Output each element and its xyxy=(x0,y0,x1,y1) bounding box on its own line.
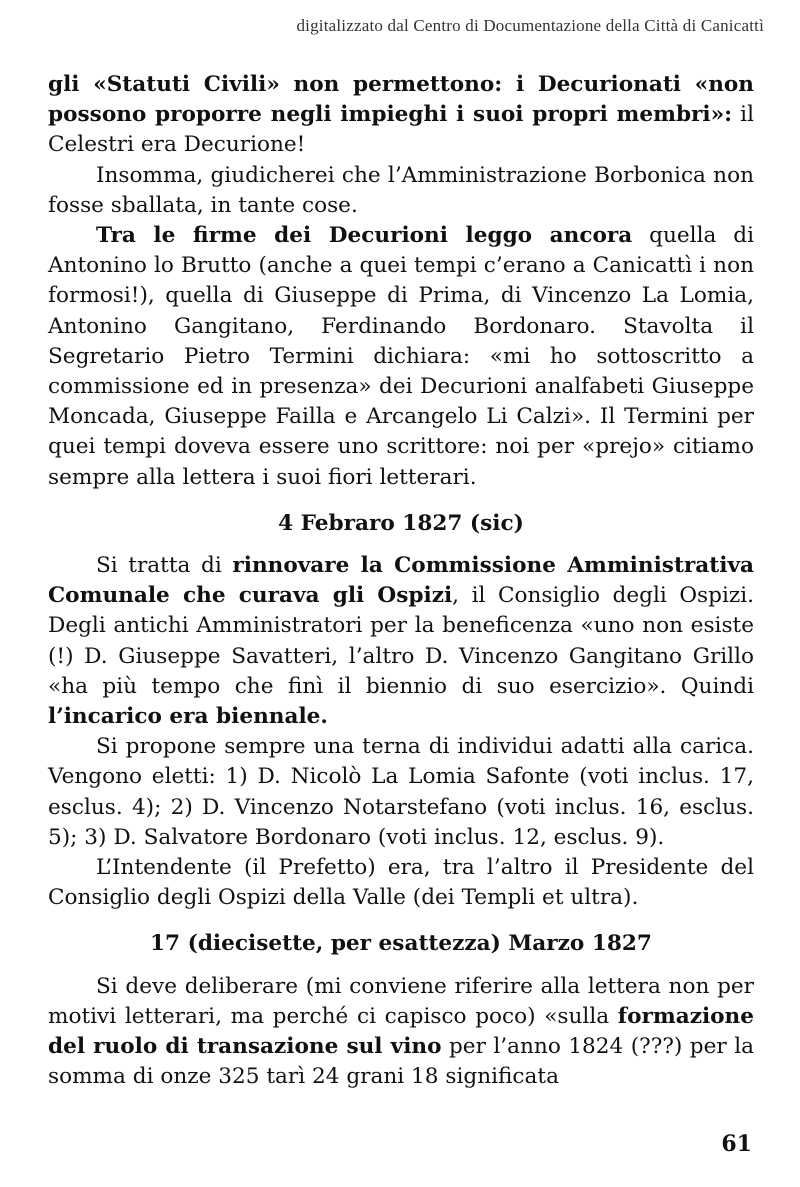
body-paragraph xyxy=(48,221,754,493)
text-run: L’Intendente (il Prefetto) era, tra l’altro il Presidente del Consiglio degli Ospizi della Valle (dei Templi et ultra). xyxy=(48,855,754,911)
body-paragraph xyxy=(48,161,754,221)
bold-text-run: l’incarico era biennale. xyxy=(48,704,328,730)
body-paragraph xyxy=(48,732,754,853)
text-run: il Celestri era Decurione! xyxy=(48,102,754,158)
text-run: Si tratta di xyxy=(96,553,233,579)
bold-text-run: formazione del ruolo di transazione sul vino xyxy=(48,1003,754,1060)
section-heading: 17 (diecisette, per esattezza) Marzo 1827 xyxy=(150,931,652,957)
page-body xyxy=(48,70,754,1093)
body-paragraph xyxy=(48,70,754,161)
text-run: , il Consiglio degli Ospizi. Degli antichi Amministratori per la beneficenza «uno non esiste (!) D. Giuseppe Savatteri, l’altro D. Vincenzo Gangitano Grillo «ha più tempo che finì il biennio di suo esercizio». Quindi xyxy=(48,583,754,699)
text-run: Insomma, giudicherei che l’Amministrazione Borbonica non fosse sballata, in tante cose. xyxy=(48,162,754,218)
body-paragraph xyxy=(48,551,754,732)
section-heading: 4 Febraro 1827 (sic) xyxy=(278,510,524,536)
bold-text-run: gli «Statuti Civili» non permettono: i Decurionati «non possono proporre negli impieghi i suoi propri membri»: xyxy=(48,72,754,128)
body-paragraph xyxy=(48,853,754,913)
bold-text-run: rinnovare la Commissione Amministrativa Comunale che curava gli Ospizi xyxy=(48,553,754,609)
text-run: Si deve deliberare (mi conviene riferire alla lettera non per motivi letterari, ma perché ci capisco poco) «sulla xyxy=(48,973,754,1029)
body-paragraph xyxy=(48,972,754,1093)
bold-text-run: Tra le firme dei Decurioni leggo ancora xyxy=(96,223,633,249)
text-run: quella di Antonino lo Brutto (anche a quei tempi c’erano a Canicattì i non formosi!), quella di Giuseppe di Prima, di Vincenzo La Lomia, Antonino Gangitano, Ferdinando Bordonaro. Stavolta il Segretario Pietro Termini dichiara: «mi ho sottoscritto a commissione ed in presenza» dei Decurioni analfabeti Giuseppe Moncada, Giuseppe Failla e Arcangelo Li Calzi». Il Termini per quei tempi doveva essere uno scrittore: noi per «prejo» citiamo sempre alla lettera i suoi fiori letterari. xyxy=(48,223,754,490)
text-run: Si propone sempre una terna di individui adatti alla carica. Vengono eletti: 1) D. Nicolò La Lomia Safonte (voti inclus. 17, esclus. 4); 2) D. Vincenzo Notarstefano (voti inclus. 16, esclus. 5); 3) D. Salvatore Bordonaro (voti inclus. 12, esclus. 9). xyxy=(48,734,754,850)
page-number: 61 xyxy=(721,1131,752,1157)
digitization-watermark: digitalizzato dal Centro di Documentazione della Città di Canicattì xyxy=(296,16,764,35)
text-run: per l’anno 1824 (???) per la somma di onze 325 tarì 24 grani 18 significata xyxy=(48,1034,754,1090)
